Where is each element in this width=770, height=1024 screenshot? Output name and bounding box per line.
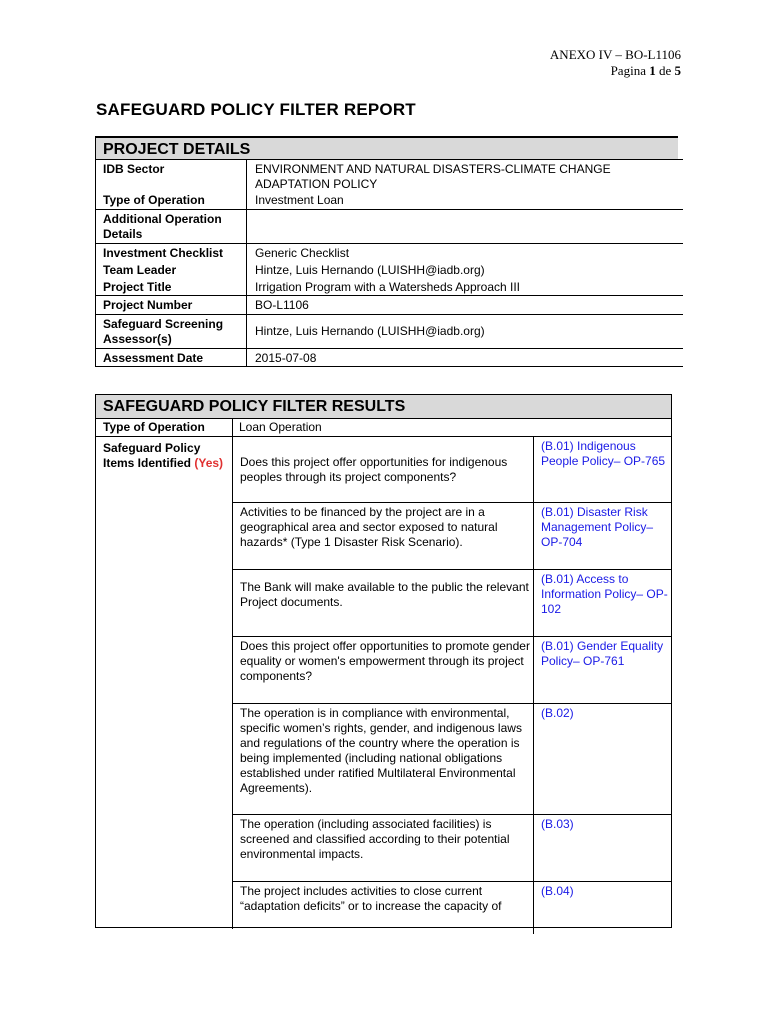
list-item — [233, 882, 671, 934]
policy-items-label: Safeguard Policy Items Identified (Yes) — [96, 437, 233, 929]
item-policy: (B.03) — [541, 817, 574, 831]
list-item — [233, 637, 671, 704]
table-row — [95, 159, 683, 193]
row-label: Safeguard Screening Assessor(s) — [95, 315, 247, 348]
type-of-operation-value: Loan Operation — [239, 420, 322, 434]
item-policy: (B.04) — [541, 884, 574, 898]
table-row — [95, 193, 683, 209]
item-question: The Bank will make available to the public the relevant Project documents. — [233, 570, 534, 636]
table-row — [96, 419, 671, 437]
identified-flag: (Yes) — [194, 456, 224, 470]
table-row — [95, 295, 683, 314]
list-item — [233, 815, 671, 882]
row-label: Type of Operation — [95, 193, 247, 209]
row-value: Investment Loan — [255, 193, 344, 207]
item-question: Does this project offer opportunities to promote gender equality or women's empowerment through its project components? — [233, 637, 534, 703]
table-row — [95, 243, 683, 261]
row-value: Generic Checklist — [255, 246, 350, 260]
item-policy: (B.02) — [541, 706, 574, 720]
policy-items-list — [233, 437, 671, 929]
item-question: The operation is in compliance with environmental, specific women’s rights, gender, and indigenous laws and regulations of the country where the operation is being implemented (including national obligations established under ratified Multilateral Environmental Agreements). — [233, 704, 534, 814]
table-row — [95, 261, 683, 278]
type-of-operation-label: Type of Operation — [96, 419, 233, 436]
item-question: Does this project offer opportunities for indigenous peoples through its project components? — [233, 437, 534, 502]
row-label: Additional Operation Details — [95, 210, 247, 243]
report-title: SAFEGUARD POLICY FILTER REPORT — [96, 100, 416, 119]
policy-items-section — [96, 437, 671, 929]
list-item — [233, 704, 671, 815]
item-policy: (B.01) Disaster Risk Management Policy– OP-704 — [541, 505, 654, 549]
annex-reference — [550, 47, 681, 79]
row-value: 2015-07-08 — [255, 351, 317, 365]
annex-id: ANEXO IV – BO-L1106 — [549, 47, 681, 62]
project-details-header: PROJECT DETAILS — [95, 136, 678, 159]
item-policy: (B.01) Indigenous People Policy– OP-765 — [541, 439, 666, 468]
list-item — [233, 503, 671, 570]
item-question: Activities to be financed by the project are in a geographical area and sector exposed to natural hazards* (Type 1 Disaster Risk Scenario). — [233, 503, 534, 569]
item-question: The operation (including associated facilities) is screened and classified according to their potential environmental impacts. — [233, 815, 534, 881]
filter-results-header: SAFEGUARD POLICY FILTER RESULTS — [96, 395, 671, 419]
item-question: The project includes activities to close current “adaptation deficits” or to increase the capacity of — [233, 882, 534, 934]
row-value: Hintze, Luis Hernando (LUISHH@iadb.org) — [255, 324, 485, 338]
list-item — [233, 570, 671, 637]
item-policy: (B.01) Gender Equality Policy– OP-761 — [541, 639, 664, 668]
row-value — [247, 210, 683, 243]
row-label: IDB Sector — [95, 160, 247, 193]
row-label: Project Number — [95, 296, 247, 314]
row-label: Team Leader — [95, 261, 247, 278]
row-value: ENVIRONMENT AND NATURAL DISASTERS-CLIMATE CHANGE ADAPTATION POLICY — [255, 162, 611, 191]
row-label: Investment Checklist — [95, 244, 247, 261]
filter-results-table — [95, 394, 672, 928]
list-item — [233, 437, 671, 503]
row-value: Irrigation Program with a Watersheds Approach III — [255, 280, 521, 294]
row-value: BO-L1106 — [255, 298, 309, 312]
table-row — [95, 348, 683, 366]
row-label: Assessment Date — [95, 349, 247, 366]
project-details-table — [95, 136, 683, 367]
page-indicator: Pagina 1 de 5 — [610, 63, 681, 78]
row-label: Project Title — [95, 278, 247, 295]
table-row — [95, 314, 683, 348]
row-value: Hintze, Luis Hernando (LUISHH@iadb.org) — [255, 263, 485, 277]
table-row — [95, 278, 683, 295]
table-row — [95, 209, 683, 243]
item-policy: (B.01) Access to Information Policy– OP-102 — [541, 572, 668, 616]
